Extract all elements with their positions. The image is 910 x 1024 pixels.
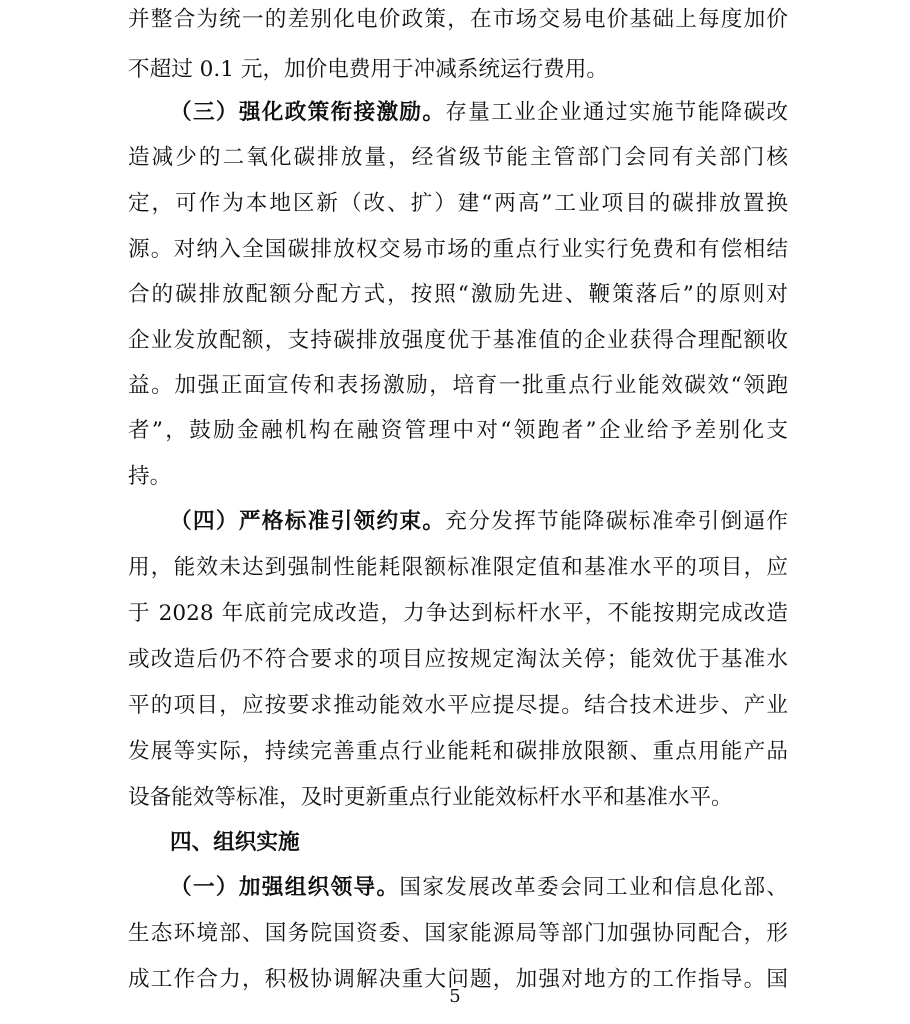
- text-line: 造减少的二氧化碳排放量，经省级节能主管部门会同有关部门核: [128, 145, 788, 170]
- chapter-heading: 四、组织实施: [170, 830, 300, 855]
- text-line: 持。: [128, 464, 172, 489]
- chapter-heading-line: [170, 828, 788, 858]
- text-line: 发展等实际，持续完善重点行业能耗和碳排放限额、重点用能产品: [128, 739, 788, 764]
- section-heading-line: （四）严格标准引领约束。充分发挥节能降碳标准牵引倒逼作: [170, 509, 788, 534]
- text-line: 于 2028 年底前完成改造，力争达到标杆水平，不能按期完成改造: [128, 601, 788, 626]
- text-line: 生态环境部、国务院国资委、国家能源局等部门加强协同配合，形: [128, 921, 788, 946]
- text-line: 设备能效等标准，及时更新重点行业能效标杆水平和基准水平。: [128, 785, 733, 810]
- section-heading: （一）加强组织领导。: [170, 875, 400, 900]
- text-line: 不超过 0.1 元，加价电费用于冲减系统运行费用。: [128, 57, 608, 82]
- text-line: 并整合为统一的差别化电价政策，在市场交易电价基础上每度加价: [128, 7, 788, 32]
- text-line: 或改造后仍不符合要求的项目应按规定淘汰关停；能效优于基准水: [128, 647, 788, 672]
- section-heading: （三）强化政策衔接激励。: [170, 100, 446, 125]
- text-line: 合的碳排放配额分配方式，按照“激励先进、鞭策落后”的原则对: [128, 282, 788, 307]
- text-line: 定，可作为本地区新（改、扩）建“两高”工业项目的碳排放置换: [128, 191, 788, 216]
- section-heading: （四）严格标准引领约束。: [170, 509, 446, 534]
- text-line: 平的项目，应按要求推动能效水平应提尽提。结合技术进步、产业: [128, 693, 788, 718]
- text-line: 者”，鼓励金融机构在融资管理中对“领跑者”企业给予差别化支: [128, 418, 788, 443]
- section-heading-line: （一）加强组织领导。国家发展改革委会同工业和信息化部、: [170, 875, 788, 900]
- text-line: 企业发放配额，支持碳排放强度优于基准值的企业获得合理配额收: [128, 328, 788, 353]
- page-number: 5: [449, 986, 461, 1007]
- text-line: 益。加强正面宣传和表扬激励，培育一批重点行业能效碳效“领跑: [128, 373, 788, 398]
- text-line: 成工作合力，积极协调解决重大问题，加强对地方的工作指导。国: [128, 967, 788, 992]
- text-line: 用，能效未达到强制性能耗限额标准限定值和基准水平的项目，应: [128, 555, 788, 580]
- text-line: 源。对纳入全国碳排放权交易市场的重点行业实行免费和有偿相结: [128, 237, 788, 262]
- section-heading-line: （三）强化政策衔接激励。存量工业企业通过实施节能降碳改: [170, 100, 788, 125]
